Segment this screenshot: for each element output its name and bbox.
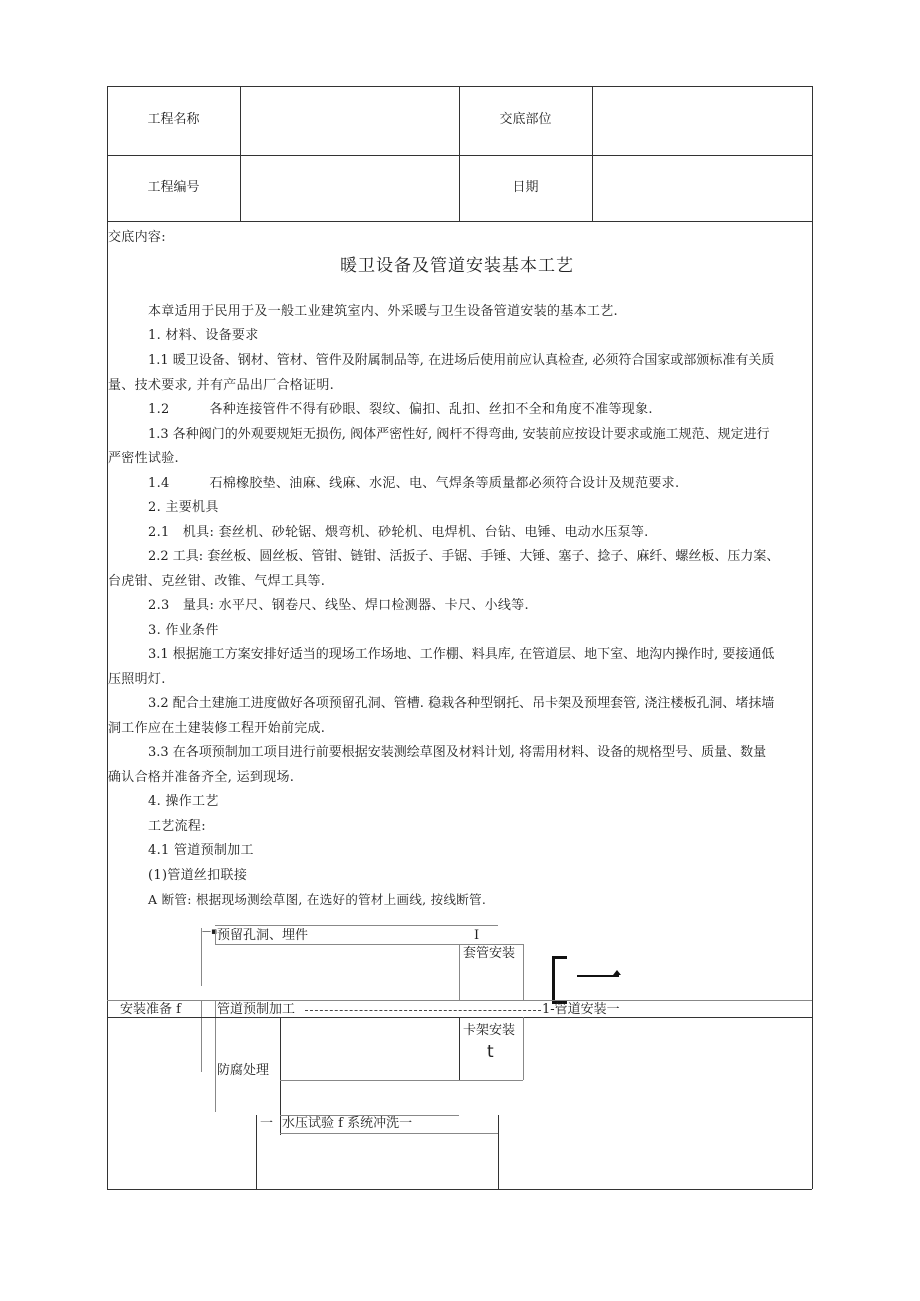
table-right-border <box>812 86 813 1189</box>
date-label: 日期 <box>512 180 539 195</box>
flow-line <box>280 1017 281 1135</box>
paragraph-line: 2.1 机具: 套丝机、砂轮锯、煨弯机、砂轮机、电焊机、台钻、电锤、电动水压泵等. <box>148 525 649 540</box>
paragraph-line: 2.3 量具: 水平尺、钢卷尺、线坠、焊口检测器、卡尺、小线等. <box>148 598 529 613</box>
flow-line <box>215 925 498 926</box>
flow-line <box>215 944 460 945</box>
flow-node-pipe-install: 1-管道安装一 <box>542 1002 620 1017</box>
bracket-icon <box>552 956 567 1004</box>
table-col2-border <box>459 86 460 221</box>
flow-node-sleeve-install: 套管安装 <box>463 946 516 961</box>
table-bottom-border <box>107 1189 812 1190</box>
paragraph-line: 3.1 根据施工方案安排好适当的现场工作场地、工作棚、料具库, 在管道层、地下室、地沟内操作时, 要接通低 <box>148 647 775 662</box>
date-value[interactable] <box>593 180 812 196</box>
flow-line <box>459 1017 460 1080</box>
paragraph-line: 3.2 配合土建施工进度做好各项预留孔洞、管槽. 稳栽各种型钢托、吊卡架及预埋套管, 浇注楼板孔洞、堵抹墙 <box>148 696 775 711</box>
flow-arrow-up: t <box>487 1042 494 1062</box>
flow-dash: 一 <box>260 1116 274 1131</box>
flow-line <box>459 944 523 945</box>
flow-line <box>280 1080 523 1081</box>
paragraph-line: 1. 材料、设备要求 <box>148 328 259 343</box>
table-col3-border <box>592 86 593 221</box>
section-label: 交底内容: <box>108 230 166 245</box>
flow-line <box>523 1017 524 1080</box>
flow-line <box>107 1000 812 1001</box>
flow-node-install-prep: 安装准备 f <box>120 1002 181 1017</box>
flow-node-bracket-install: 卡架安装 <box>463 1023 516 1038</box>
project-name-value[interactable] <box>241 112 459 128</box>
table-row2-border <box>107 221 812 222</box>
handover-part-label: 交底部位 <box>499 112 552 127</box>
flow-line <box>201 1000 202 1072</box>
flow-node-reserve-holes: 预留孔洞、埋件 <box>217 928 309 943</box>
arrow-head-icon <box>613 970 621 975</box>
handover-part-value[interactable] <box>593 112 812 128</box>
flow-line <box>256 1115 257 1189</box>
flow-node-pressure-test: 水压试验 f 系统冲洗一 <box>282 1116 413 1131</box>
project-no-label: 工程编号 <box>147 180 200 195</box>
paragraph-line: 量、技术要求, 并有产品出厂合格证明. <box>108 378 335 393</box>
paragraph-line: 洞工作应在土建装修工程开始前完成. <box>108 721 326 736</box>
flow-line <box>523 944 524 1000</box>
paragraph-line: 工艺流程: <box>148 819 206 834</box>
arrow-icon <box>577 975 619 977</box>
dashed-connector <box>305 1010 541 1011</box>
paragraph-line: 3.3 在各项预制加工项目进行前要根据安装测绘草图及材料计划, 将需用材料、设备的规格型号、质量、数量 <box>148 745 767 760</box>
paragraph-line: 压照明灯. <box>108 672 166 687</box>
paragraph-line: 严密性试验. <box>108 451 179 466</box>
flow-node-anticorrosion: 防腐处理 <box>217 1063 270 1078</box>
paragraph-line: (1)管道丝扣联接 <box>148 868 248 883</box>
paragraph-line: 台虎钳、克丝钳、改锥、气焊工具等. <box>108 574 326 589</box>
paragraph-line: 4.1 管道预制加工 <box>148 843 254 858</box>
project-no-value[interactable] <box>241 180 459 196</box>
paragraph-line: 3. 作业条件 <box>148 623 219 638</box>
table-left-border <box>107 86 108 1189</box>
flow-line <box>498 1115 499 1189</box>
flow-mark: I <box>474 928 480 943</box>
flow-arrow: —▪ <box>202 927 218 937</box>
paragraph-line: 本章适用于民用于及一般工业建筑室内、外采暖与卫生设备管道安装的基本工艺. <box>148 304 618 319</box>
paragraph-line: 确认合格并准备齐全, 运到现场. <box>108 770 295 785</box>
flow-node-pipe-prefab: 管道预制加工 <box>217 1002 296 1017</box>
flow-line <box>459 944 460 1000</box>
document-title: 暖卫设备及管道安装基本工艺 <box>340 256 574 276</box>
paragraph-line: 2. 主要机具 <box>148 500 219 515</box>
flow-line <box>280 1133 498 1134</box>
project-name-label: 工程名称 <box>147 112 200 127</box>
paragraph-line: 2.2 工具: 套丝板、圆丝板、管钳、链钳、活扳子、手锯、手锤、大锤、塞子、捻子、麻纤、螺丝板、压力案、 <box>148 549 780 564</box>
table-col1-border <box>240 86 241 221</box>
paragraph-line: 1.2 各种连接管件不得有砂眼、裂纹、偏扣、乱扣、丝扣不全和角度不准等现象. <box>148 402 653 417</box>
paragraph-line: 1.3 各种阀门的外观要规矩无损伤, 阀体严密性好, 阀杆不得弯曲, 安装前应按设计要求或施工规范、规定进行 <box>148 427 770 442</box>
paragraph-line: 1.4 石棉橡胶垫、油麻、线麻、水泥、电、气焊条等质量都必须符合设计及规范要求. <box>148 476 680 491</box>
paragraph-line: 1.1 暖卫设备、钢材、管材、管件及附属制品等, 在进场后使用前应认真检查, 必须符合国家或部颁标准有关质 <box>148 353 775 368</box>
paragraph-line: 4. 操作工艺 <box>148 794 219 809</box>
paragraph-line: A 断管: 根据现场测绘草图, 在选好的管材上画线, 按线断管. <box>148 892 487 907</box>
flow-line <box>215 929 216 944</box>
